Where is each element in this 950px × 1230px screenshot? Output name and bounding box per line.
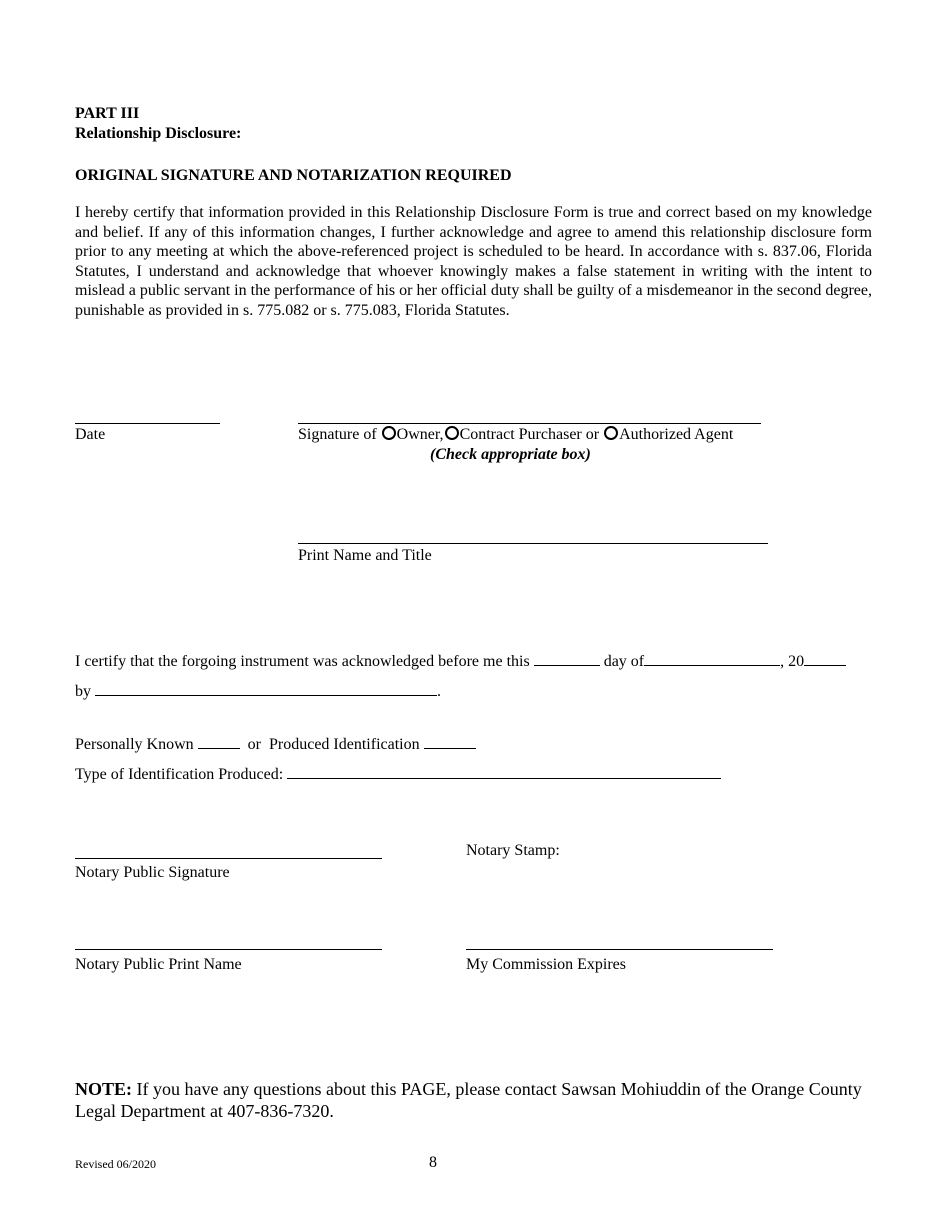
notary-signature-line[interactable]	[75, 858, 382, 859]
signature-role-line	[298, 425, 733, 445]
produced-identification-label: Produced Identification	[268, 736, 420, 753]
day-of-label: day of	[603, 653, 645, 670]
note-text: If you have any questions about this PAGE, please contact Sawsan Mohiuddin of the Orange County	[132, 1079, 862, 1099]
contract-purchaser-label: Contract Purchaser or	[459, 426, 604, 443]
authorized-agent-radio[interactable]	[604, 426, 618, 440]
commission-expires-label: My Commission Expires	[466, 956, 627, 973]
by-blank[interactable]	[95, 681, 437, 696]
signature-line[interactable]	[298, 423, 761, 424]
personally-known-label: Personally Known	[75, 736, 194, 753]
section-heading: ORIGINAL SIGNATURE AND NOTARIZATION REQUIRED	[75, 167, 512, 184]
date-label: Date	[75, 426, 106, 443]
or-label: or	[247, 736, 261, 753]
by-line	[75, 681, 441, 702]
owner-label: Owner,	[396, 426, 444, 443]
page-number: 8	[429, 1154, 437, 1171]
by-end: .	[437, 683, 441, 700]
part-subtitle: Relationship Disclosure:	[75, 125, 242, 142]
note-label: NOTE:	[75, 1079, 133, 1099]
date-line[interactable]	[75, 423, 220, 424]
acknowledgement-line	[75, 651, 846, 672]
year-blank[interactable]	[804, 651, 846, 666]
note-line-2: Legal Department at 407-836-7320.	[75, 1101, 334, 1121]
identification-line	[75, 734, 476, 755]
notary-stamp-label: Notary Stamp:	[466, 842, 560, 859]
notary-print-name-label: Notary Public Print Name	[75, 956, 242, 973]
certification-paragraph: I hereby certify that information provided in this Relationship Disclosure Form is true and correct based on my knowledge and belief. If any of this information changes, I further acknowledge and agree to amend this relationship disclosure form prior to any meeting at which the above-referenced project is scheduled to be heard. In accordance with s. 837.06, Florida Statutes, I understand and acknowledge that whoever knowingly makes a false statement in writing with the intent to mislead a public servant in the performance of his or her official duty shall be guilty of a misdemeanor in the second degree, punishable as provided in s. 775.082 or s. 775.083, Florida Statutes.	[75, 204, 872, 319]
print-name-label: Print Name and Title	[298, 547, 432, 564]
year-prefix: , 20	[780, 653, 805, 670]
check-box-note: (Check appropriate box)	[430, 446, 591, 463]
print-name-line[interactable]	[298, 543, 768, 544]
authorized-agent-label: Authorized Agent	[619, 426, 734, 443]
commission-expires-line[interactable]	[466, 949, 773, 950]
identification-type-blank[interactable]	[287, 764, 721, 779]
personally-known-blank[interactable]	[198, 734, 240, 749]
acknowledgement-text: I certify that the forgoing instrument was acknowledged before me this	[75, 653, 530, 670]
owner-radio[interactable]	[382, 426, 396, 440]
note-line-1	[75, 1078, 862, 1100]
notary-signature-label: Notary Public Signature	[75, 864, 230, 881]
by-label: by	[75, 683, 91, 700]
produced-identification-blank[interactable]	[424, 734, 476, 749]
month-blank[interactable]	[644, 651, 780, 666]
notary-print-name-line[interactable]	[75, 949, 382, 950]
identification-type-label: Type of Identification Produced:	[75, 766, 284, 783]
contract-purchaser-radio[interactable]	[445, 426, 459, 440]
part-title: PART III	[75, 105, 140, 122]
identification-type-line	[75, 764, 721, 785]
signature-prefix: Signature of	[298, 426, 381, 443]
day-blank[interactable]	[534, 651, 600, 666]
revised-date: Revised 06/2020	[75, 1157, 156, 1171]
